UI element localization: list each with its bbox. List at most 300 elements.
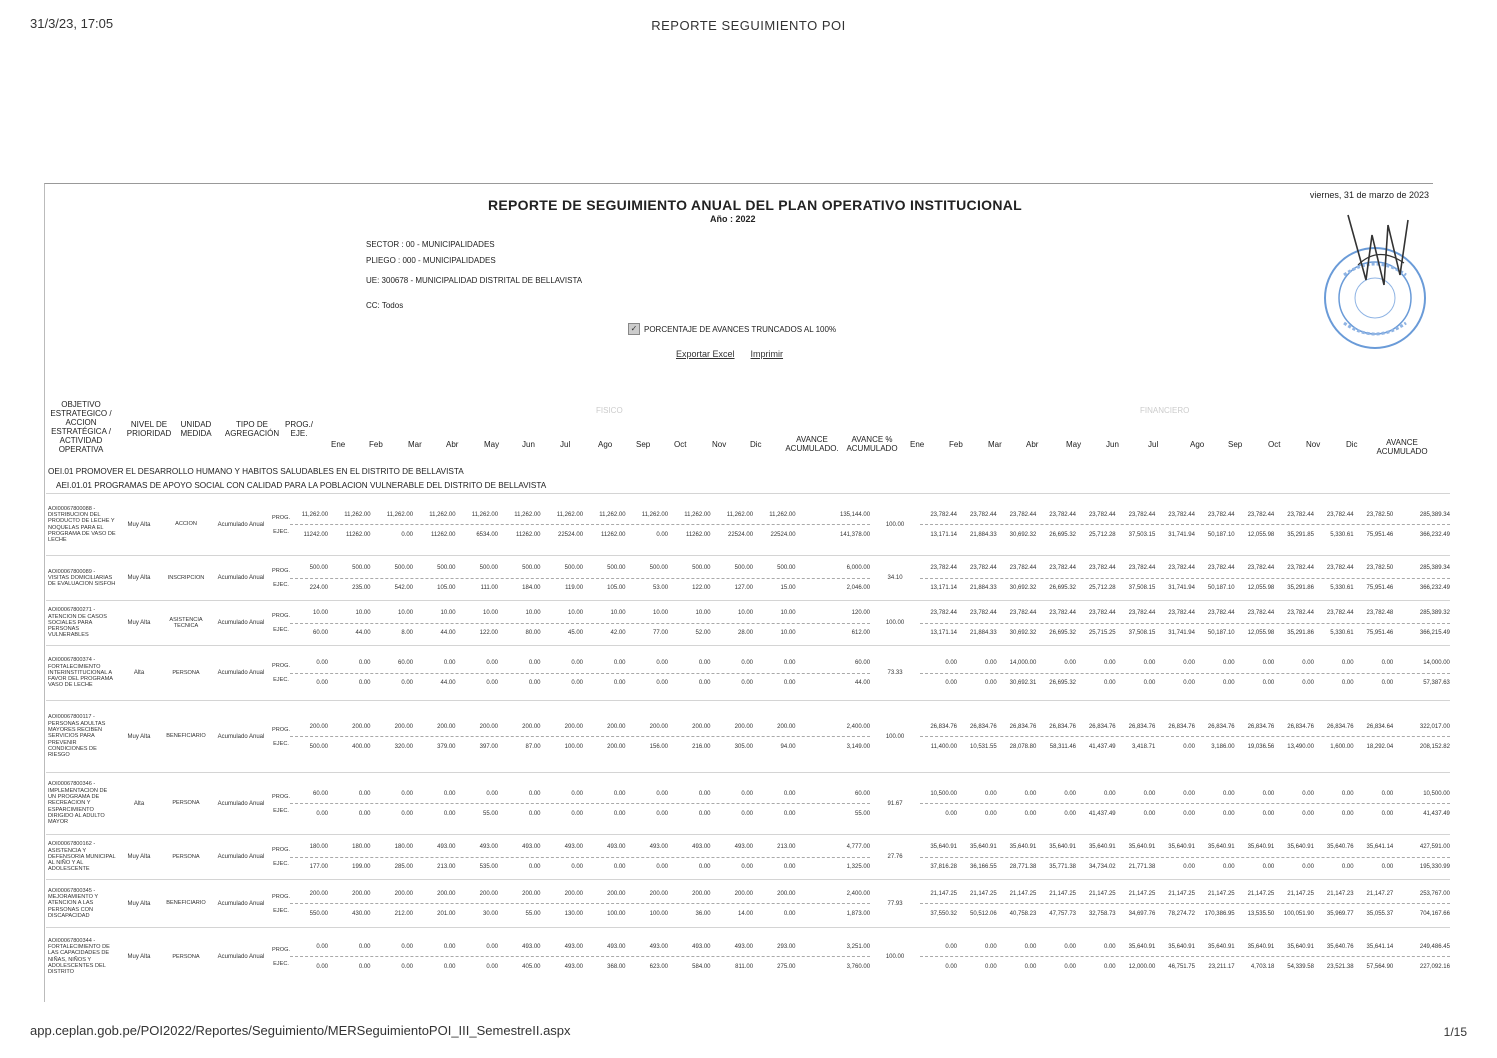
cell-value: 10.00 [483, 610, 499, 616]
cell-value: 200.00 [734, 723, 754, 730]
cell-value: 177.00 [309, 864, 329, 870]
cell-value: 200.00 [734, 890, 754, 897]
cell-value: 0.00 [571, 810, 584, 817]
cell-value: 35,640.91 [1247, 943, 1275, 950]
divider [290, 524, 870, 525]
cell-value: 60.00 [398, 660, 414, 666]
divider [920, 578, 1450, 579]
cell-total: 6,000.00 [846, 565, 871, 571]
cell-value: 0.00 [741, 790, 754, 797]
physical-prog-line [290, 887, 870, 900]
cell-total: 2,400.00 [846, 723, 871, 730]
cell-value: 35,640.91 [1088, 844, 1116, 850]
priority-cell: Alta [116, 646, 162, 701]
cell-value: 0.00 [528, 790, 541, 797]
aggregation-cell: Acumulado Anual [210, 646, 272, 701]
cell-value: 0.00 [1143, 660, 1156, 666]
cell-value: 184.00 [522, 585, 541, 591]
print-date: 31/3/23, 17:05 [30, 16, 114, 31]
cell-value: 0.00 [358, 660, 371, 666]
cell-value: 37,550.32 [930, 910, 958, 917]
cell-value: 493.00 [734, 844, 754, 850]
cell-value: 60.00 [313, 790, 329, 797]
avance-pct-cell: 27.76 [870, 835, 920, 880]
cell-value: 0.00 [741, 810, 754, 817]
cell-value: 35,291.86 [1287, 585, 1314, 591]
cell-value: 200.00 [692, 890, 711, 897]
financial-values [920, 773, 1450, 835]
financial-values [920, 928, 1450, 986]
prog-label: PROG. [272, 793, 291, 800]
cell-value: 3,186.00 [1211, 743, 1235, 750]
cell-value: 41,437.49 [1088, 743, 1116, 750]
cell-value: 0.00 [528, 864, 541, 870]
cell-value: 500.00 [649, 565, 669, 571]
cell-value: 0.00 [358, 680, 371, 686]
cell-value: 0.00 [358, 943, 371, 950]
divider [290, 903, 870, 904]
financial-prog-line [920, 940, 1450, 953]
priority-cell: Muy Alta [116, 701, 162, 773]
month-header-fis-feb: Feb [369, 440, 383, 449]
cell-value: 13,171.14 [930, 585, 958, 591]
cell-value: 0.00 [571, 864, 584, 870]
cell-total: 44.00 [855, 680, 871, 686]
cell-value: 21,147.25 [1128, 890, 1156, 897]
cell-value: 0.00 [571, 660, 584, 666]
physical-values [290, 646, 870, 701]
cell-value: 11,400.00 [930, 743, 958, 750]
cell-value: 0.00 [1262, 790, 1275, 797]
cell-value: 200.00 [352, 890, 371, 897]
print-link[interactable]: Imprimir [750, 349, 784, 359]
ejec-label: EJEC. [273, 528, 289, 535]
cell-value: 21,147.25 [1088, 890, 1116, 897]
priority-cell: Muy Alta [116, 928, 162, 986]
month-header-fin-jun: Jun [1106, 440, 1119, 449]
cell-value: 23,782.44 [1207, 511, 1235, 518]
cell-value: 11,262.00 [641, 511, 669, 518]
physical-ejec-line [290, 807, 870, 820]
cell-value: 0.00 [741, 680, 754, 686]
cell-value: 0.00 [486, 660, 499, 666]
cell-value: 0.00 [698, 864, 711, 870]
cell-value: 0.00 [945, 943, 958, 950]
cell-value: 200.00 [607, 743, 626, 750]
cell-value: 35,969.77 [1326, 910, 1354, 917]
cell-value: 0.00 [985, 810, 997, 817]
activity-name: AOI00067800344 - FORTALECIMIENTO DE LAS CAPACIDADES DE NIÑAS, NIÑOS Y ADOLESCENTES DEL DISTRITO [46, 928, 116, 986]
cell-value: 50,187.10 [1207, 630, 1235, 636]
cell-value: 285.00 [394, 864, 414, 870]
month-header-fin-abr: Abr [1026, 440, 1039, 449]
cell-value: 23,782.44 [1009, 565, 1037, 571]
export-excel-link[interactable]: Exportar Excel [676, 349, 735, 359]
cell-value: 35,291.85 [1287, 531, 1314, 538]
unit-cell: PERSONA [162, 835, 210, 880]
cell-value: 26,695.32 [1049, 630, 1076, 636]
prog-eje-cell [272, 880, 290, 928]
cell-value: 105.00 [607, 585, 626, 591]
cell-value: 23,782.44 [1207, 565, 1235, 571]
table-row [46, 601, 1450, 646]
cell-value: 397.00 [479, 743, 499, 750]
cell-total: 3,760.00 [846, 963, 871, 970]
cell-value: 0.00 [528, 660, 541, 666]
month-header-fis-ago: Ago [598, 440, 613, 449]
month-header-fin-oct: Oct [1268, 440, 1281, 449]
cell-total: 612.00 [851, 630, 871, 636]
cell-value: 30,692.32 [1009, 585, 1037, 591]
meta-sector: SECTOR : 00 - MUNICIPALIDADES [366, 240, 495, 249]
cell-value: 23,782.44 [1088, 511, 1116, 518]
avance-pct-cell: 91.67 [870, 773, 920, 835]
cell-value: 10.00 [525, 610, 541, 616]
cell-value: 25,715.25 [1088, 630, 1116, 636]
avance-pct-cell: 77.93 [870, 880, 920, 928]
unit-cell: PERSONA [162, 646, 210, 701]
month-header-fin-ene: Ene [910, 440, 925, 449]
cell-value: 5,330.61 [1330, 531, 1354, 538]
cell-value: 170,386.95 [1204, 910, 1235, 917]
cell-value: 23,782.48 [1366, 610, 1394, 616]
cell-value: 213.00 [777, 844, 796, 850]
cell-value: 180.00 [394, 844, 414, 850]
divider [290, 857, 870, 858]
cell-value: 0.00 [1381, 864, 1394, 870]
physical-prog-line [290, 787, 870, 800]
financial-prog-line [920, 720, 1450, 733]
cell-value: 0.00 [1262, 660, 1275, 666]
unit-cell: BENEFICIARIO [162, 701, 210, 773]
cell-value: 31,741.94 [1168, 585, 1195, 591]
cell-value: 44.00 [355, 630, 371, 636]
cell-value: 200.00 [649, 890, 669, 897]
print-url: app.ceplan.gob.pe/POI2022/Reportes/Seguimiento/MERSeguimientoPOI_III_SemestreII.aspx [30, 1023, 571, 1038]
cell-total: 366,232.49 [1419, 531, 1450, 538]
cell-total: 249,486.45 [1419, 943, 1450, 950]
header-avance-pct: AVANCE % ACUMULADO [846, 435, 898, 453]
cell-value: 26,695.32 [1049, 585, 1076, 591]
divider [920, 857, 1450, 858]
cell-value: 0.00 [698, 790, 711, 797]
month-header-fis-jul: Jul [560, 440, 571, 449]
cell-value: 30.00 [483, 910, 499, 917]
divider [290, 956, 870, 957]
cell-value: 0.00 [1103, 963, 1116, 970]
cell-value: 11,262.00 [471, 511, 499, 518]
cell-value: 26,834.76 [1049, 723, 1076, 730]
cell-value: 23,782.44 [1247, 610, 1275, 616]
cell-value: 42.00 [610, 630, 626, 636]
cell-value: 235.00 [352, 585, 371, 591]
cell-value: 500.00 [564, 565, 584, 571]
cell-value: 26,834.76 [930, 723, 958, 730]
physical-values [290, 773, 870, 835]
cell-total: 1,325.00 [846, 864, 871, 870]
financial-ejec-line [920, 627, 1450, 640]
header-tipo: TIPO DE AGREGACIÓN [224, 420, 280, 438]
cell-total: 4,777.00 [846, 844, 871, 850]
cell-value: 14,000.00 [1009, 660, 1037, 666]
cell-value: 11,262.00 [684, 511, 711, 518]
cell-value: 78,274.72 [1168, 910, 1195, 917]
cell-value: 35,641.14 [1366, 844, 1394, 850]
cell-value: 37,508.15 [1128, 630, 1156, 636]
cell-value: 35,640.91 [1009, 844, 1037, 850]
financial-ejec-line [920, 807, 1450, 820]
cell-value: 0.00 [1381, 790, 1394, 797]
cell-value: 0.00 [316, 680, 329, 686]
cell-value: 0.00 [741, 864, 754, 870]
cell-value: 10.00 [780, 630, 796, 636]
cell-value: 25,712.28 [1088, 585, 1116, 591]
cell-value: 50,187.10 [1207, 531, 1235, 538]
cell-value: 10.00 [695, 610, 711, 616]
cell-value: 44.00 [440, 630, 456, 636]
prog-label: PROG. [272, 663, 291, 669]
ejec-label: EJEC. [273, 807, 289, 814]
cell-value: 32,758.73 [1088, 910, 1116, 917]
cell-value: 0.00 [1341, 790, 1354, 797]
cell-total: 366,232.49 [1419, 585, 1450, 591]
cell-value: 23,782.44 [1049, 610, 1076, 616]
cell-value: 52.00 [695, 630, 711, 636]
cell-value: 0.00 [1103, 680, 1116, 686]
cell-value: 0.00 [985, 680, 997, 686]
cell-value: 122.00 [479, 630, 499, 636]
cell-total: 60.00 [855, 660, 871, 666]
cell-total: 141,378.00 [840, 531, 871, 538]
cell-value: 0.00 [1064, 963, 1076, 970]
month-header-fin-sep: Sep [1228, 440, 1243, 449]
cell-value: 200.00 [352, 723, 371, 730]
cell-value: 0.00 [443, 810, 456, 817]
prog-label: PROG. [272, 893, 291, 900]
cell-value: 500.00 [479, 565, 499, 571]
cell-value: 0.00 [656, 660, 669, 666]
cell-value: 46,751.75 [1168, 963, 1195, 970]
cell-value: 21,147.25 [1168, 890, 1195, 897]
cell-value: 80.00 [525, 630, 541, 636]
cell-value: 22524.00 [558, 531, 584, 538]
cell-value: 0.00 [316, 660, 329, 666]
divider [290, 578, 870, 579]
cell-value: 23,782.44 [1128, 565, 1156, 571]
cell-value: 0.00 [1302, 790, 1314, 797]
prog-label: PROG. [272, 726, 291, 733]
table-row [46, 928, 1450, 986]
cell-value: 200.00 [564, 723, 584, 730]
cell-value: 23,782.44 [969, 610, 997, 616]
aggregation-cell: Acumulado Anual [210, 494, 272, 556]
month-header-fin-may: May [1066, 440, 1082, 449]
cell-value: 58,311.46 [1049, 743, 1076, 750]
physical-values [290, 928, 870, 986]
cell-value: 200.00 [437, 890, 456, 897]
cell-value: 10.00 [568, 610, 584, 616]
cell-value: 0.00 [1302, 810, 1314, 817]
cell-value: 0.00 [1183, 810, 1195, 817]
physical-prog-line [290, 562, 870, 575]
month-header-fis-dic: Dic [750, 440, 762, 449]
cell-value: 35,640.91 [1287, 844, 1314, 850]
checkbox-checked-icon[interactable]: ✓ [628, 323, 640, 335]
cell-value: 180.00 [352, 844, 371, 850]
cell-value: 23,782.44 [1128, 511, 1156, 518]
cell-value: 11,262.00 [769, 511, 796, 518]
cell-value: 200.00 [522, 723, 541, 730]
cell-total: 2,400.00 [846, 890, 871, 897]
meta-ue: UE: 300678 - MUNICIPALIDAD DISTRITAL DE BELLAVISTA [366, 276, 583, 285]
cell-value: 23,782.50 [1366, 511, 1394, 518]
cell-total: 704,167.66 [1419, 910, 1450, 917]
cell-value: 26,834.76 [1168, 723, 1195, 730]
cell-value: 19,036.56 [1247, 743, 1275, 750]
aggregation-cell: Acumulado Anual [210, 928, 272, 986]
cell-value: 0.00 [656, 531, 669, 538]
cell-value: 0.00 [1143, 790, 1156, 797]
cell-value: 13,171.14 [930, 531, 958, 538]
cell-value: 0.00 [1222, 680, 1235, 686]
cell-value: 0.00 [1143, 680, 1156, 686]
cell-value: 23,782.44 [1207, 610, 1235, 616]
cell-value: 0.00 [1222, 660, 1235, 666]
cell-value: 35,640.91 [930, 844, 958, 850]
aggregation-cell: Acumulado Anual [210, 701, 272, 773]
cell-value: 21,884.33 [969, 585, 997, 591]
cell-total: 41,437.49 [1423, 810, 1450, 817]
financial-ejec-line [920, 582, 1450, 595]
cell-value: 37,503.15 [1128, 531, 1156, 538]
cell-value: 26,834.76 [1128, 723, 1156, 730]
cell-value: 57,564.90 [1366, 963, 1394, 970]
cell-value: 10.00 [653, 610, 669, 616]
financial-prog-line [920, 562, 1450, 575]
cell-value: 35,641.14 [1366, 943, 1394, 950]
table-row [46, 494, 1450, 556]
cell-value: 0.00 [945, 810, 958, 817]
financial-values [920, 601, 1450, 646]
cell-value: 493.00 [649, 943, 669, 950]
print-title: REPORTE SEGUIMIENTO POI [651, 18, 846, 33]
priority-cell: Muy Alta [116, 494, 162, 556]
cell-value: 21,147.25 [1207, 890, 1235, 897]
cell-value: 10,500.00 [930, 790, 958, 797]
cell-value: 35,640.91 [1168, 943, 1195, 950]
financial-ejec-line [920, 677, 1450, 690]
cell-value: 23,211.17 [1208, 963, 1235, 970]
aggregation-cell: Acumulado Anual [210, 556, 272, 601]
prog-eje-cell [272, 556, 290, 601]
cell-value: 11262.00 [685, 531, 711, 538]
cell-total: 3,149.00 [846, 743, 871, 750]
cell-value: 26,695.32 [1049, 680, 1076, 686]
financial-values [920, 646, 1450, 701]
cell-value: 28.00 [738, 630, 754, 636]
cell-value: 493.00 [734, 943, 754, 950]
divider [290, 803, 870, 804]
meta-cc: CC: Todos [366, 301, 404, 310]
prog-eje-cell [272, 835, 290, 880]
cell-value: 18,292.04 [1366, 743, 1394, 750]
truncate-option[interactable] [628, 323, 836, 335]
cell-value: 200.00 [607, 723, 626, 730]
activity-name: AOI00067800271 - ATENCION DE CASOS SOCIALES PARA PERSONAS VULNERABLES [46, 601, 116, 646]
cell-value: 28,771.38 [1009, 864, 1037, 870]
cell-value: 35,640.91 [969, 844, 997, 850]
cell-value: 23,782.44 [1326, 511, 1354, 518]
prog-label: PROG. [272, 946, 291, 953]
cell-value: 200.00 [692, 723, 711, 730]
cell-value: 0.00 [358, 963, 371, 970]
cell-value: 0.00 [1103, 660, 1116, 666]
cell-value: 493.00 [479, 844, 499, 850]
cell-value: 60.00 [313, 630, 329, 636]
cell-value: 35,640.91 [1049, 844, 1076, 850]
cell-value: 0.00 [401, 531, 414, 538]
cell-value: 200.00 [394, 890, 414, 897]
cell-value: 21,147.25 [930, 890, 958, 897]
cell-value: 0.00 [698, 810, 711, 817]
financial-ejec-line [920, 907, 1450, 920]
cell-value: 130.00 [564, 910, 584, 917]
cell-value: 11,262.00 [514, 511, 541, 518]
cell-value: 542.00 [394, 585, 414, 591]
cell-total: 120.00 [851, 610, 871, 616]
unit-cell: INSCRIPCION [162, 556, 210, 601]
physical-values [290, 880, 870, 928]
table-row [46, 701, 1450, 773]
month-header-fin-nov: Nov [1306, 440, 1321, 449]
divider [920, 803, 1450, 804]
cell-value: 201.00 [437, 910, 456, 917]
table-row [46, 556, 1450, 601]
cell-value: 127.00 [734, 585, 754, 591]
cell-total: 10,500.00 [1423, 790, 1450, 797]
cell-value: 180.00 [309, 844, 329, 850]
avance-pct-cell: 34.10 [870, 556, 920, 601]
cell-value: 0.00 [783, 864, 796, 870]
cell-value: 320.00 [394, 743, 414, 750]
cell-total: 253,767.00 [1419, 890, 1450, 897]
cell-value: 500.00 [309, 565, 329, 571]
cell-value: 200.00 [607, 890, 626, 897]
cell-value: 10.00 [313, 610, 329, 616]
cell-value: 0.00 [316, 943, 329, 950]
prog-eje-cell [272, 773, 290, 835]
cell-value: 0.00 [1262, 810, 1275, 817]
cell-value: 0.00 [1183, 790, 1195, 797]
month-header-fis-ene: Ene [331, 440, 346, 449]
cell-value: 10.00 [610, 610, 626, 616]
divider [290, 736, 870, 737]
cell-value: 26,834.76 [969, 723, 997, 730]
cell-value: 0.00 [401, 810, 414, 817]
header-nivel: NIVEL DE PRIORIDAD [126, 420, 172, 438]
cell-value: 0.00 [985, 790, 997, 797]
financial-values [920, 880, 1450, 928]
physical-ejec-line [290, 582, 870, 595]
cell-value: 0.00 [528, 810, 541, 817]
cell-value: 0.00 [528, 680, 541, 686]
cell-value: 53.00 [653, 585, 669, 591]
cell-total: 1,873.00 [846, 910, 871, 917]
cell-value: 493.00 [564, 844, 584, 850]
cell-value: 500.00 [352, 565, 371, 571]
cell-total: 285,389.34 [1419, 511, 1450, 518]
cell-value: 35,640.91 [1207, 844, 1235, 850]
